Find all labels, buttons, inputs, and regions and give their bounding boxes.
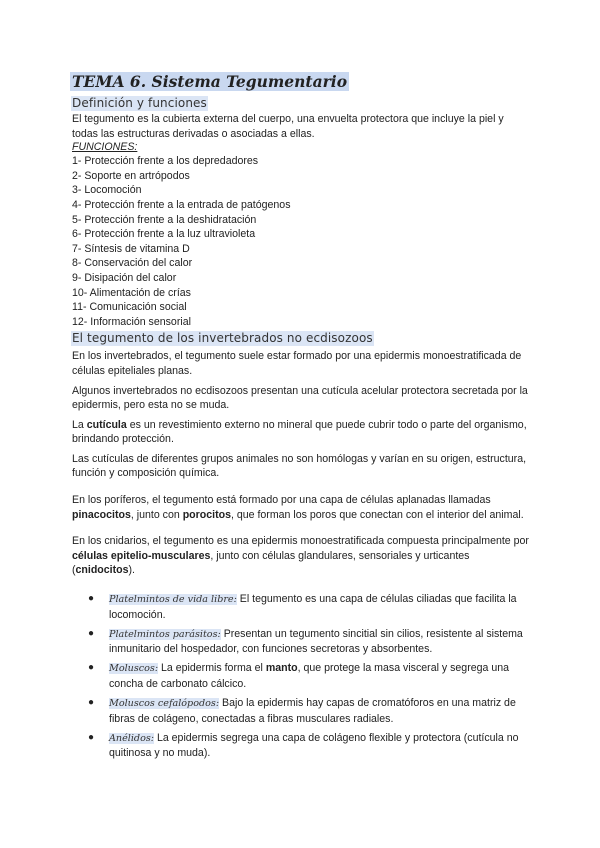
bullet-label: Platelmintos parásitos: <box>109 628 221 640</box>
list-item: ● Anélidos: La epidermis segrega una capa de colágeno flexible y protectora (cutícula no quitinosa y no muda). <box>88 731 519 760</box>
section-heading-definicion: Definición y funciones <box>72 96 207 110</box>
bullet-icon: ● <box>88 697 95 709</box>
paragraph-poriferos: En los poríferos, el tegumento está formado por una capa de células aplanadas llamadas pinacocitos, junto con porocitos, que forman los poros que conectan con el interior del animal. <box>72 494 524 521</box>
section-heading-invertebrados: El tegumento de los invertebrados no ecdisozoos <box>72 331 373 346</box>
term-celulas-epitelio-musculares: células epitelio-musculares <box>72 549 211 562</box>
function-item: 2- Soporte en artrópodos <box>72 169 190 182</box>
paragraph-cnidarios: En los cnidarios, el tegumento es una epidermis monoestratificada compuesta principalmente por células epitelio-musculares, junto con células glandulares, sensoriales y urticantes (cnidocitos). <box>72 535 529 577</box>
function-item: 7- Síntesis de vitamina D <box>72 242 190 255</box>
function-item: 9- Disipación del calor <box>72 271 177 284</box>
function-item: 8- Conservación del calor <box>72 257 193 270</box>
list-item: ● Moluscos: La epidermis forma el manto, que protege la masa visceral y segrega una concha de carbonato cálcico. <box>88 662 510 690</box>
intro-paragraph: El tegumento es la cubierta externa del cuerpo, una envuelta protectora que incluye la piel y todas las estructuras derivadas o asociadas a ellas. <box>72 113 504 140</box>
bullet-label: Anélidos: <box>109 732 154 744</box>
list-item: ● Platelmintos parásitos: Presentan un tegumento sincitial sin cilios, resistente al sistema inmunitario del hospedador, con funciones secretoras y absorbentes. <box>88 627 523 656</box>
bullet-icon: ● <box>88 731 95 743</box>
paragraph-cuticulas-homologas: Las cutículas de diferentes grupos animales no son homólogas y varían en su origen, estructura, función y composición química. <box>72 452 527 480</box>
functions-list <box>72 154 532 329</box>
term-manto: manto <box>265 662 298 675</box>
bullet-label: Moluscos cefalópodos: <box>109 698 220 710</box>
groups-bullet-list <box>72 592 532 761</box>
term-cnidocitos: cnidocitos <box>75 564 129 577</box>
function-item: 5- Protección frente a la deshidratación <box>72 213 257 226</box>
function-item: 12- Información sensorial <box>72 315 191 328</box>
paragraph-cuticula-definicion: La cutícula es un revestimiento externo no mineral que puede cubrir todo o parte del organismo, brindando protección. <box>72 418 527 446</box>
paragraph-cuticula-acelular: Algunos invertebrados no ecdisozoos presentan una cutícula acelular protectora secretada por la epidermis, pero esta no se muda. <box>72 384 528 412</box>
function-item: 1- Protección frente a los depredadores <box>72 155 259 168</box>
function-item: 6- Protección frente a la luz ultravioleta <box>72 228 256 241</box>
list-item: ● Platelmintos de vida libre: El tegumento es una capa de células ciliadas que facilita la locomoción. <box>88 593 517 621</box>
bullet-icon: ● <box>88 627 95 639</box>
bullet-icon: ● <box>88 662 95 674</box>
page-title: TEMA 6. Sistema Tegumentario <box>72 72 348 91</box>
function-item: 3- Locomoción <box>72 184 142 197</box>
paragraph-invertebrados: En los invertebrados, el tegumento suele estar formado por una epidermis monoestratificada de células epiteliales planas. <box>72 350 522 377</box>
list-item: ● Moluscos cefalópodos: Bajo la epidermis hay capas de cromatóforos en una matriz de fibras de colágeno, conectadas a fibras musculares radiales. <box>88 697 516 725</box>
document-page <box>72 72 532 765</box>
term-cuticula: cutícula <box>86 418 127 431</box>
functions-label: FUNCIONES: <box>72 141 138 154</box>
function-item: 11- Comunicación social <box>72 301 187 314</box>
term-porocitos: porocitos <box>182 508 231 521</box>
bullet-label: Moluscos: <box>109 663 159 675</box>
bullet-icon: ● <box>88 593 95 605</box>
function-item: 10- Alimentación de crías <box>72 286 191 299</box>
function-item: 4- Protección frente a la entrada de patógenos <box>72 198 291 211</box>
term-pinacocitos: pinacocitos <box>72 508 131 521</box>
bullet-label: Platelmintos de vida libre: <box>109 594 237 606</box>
